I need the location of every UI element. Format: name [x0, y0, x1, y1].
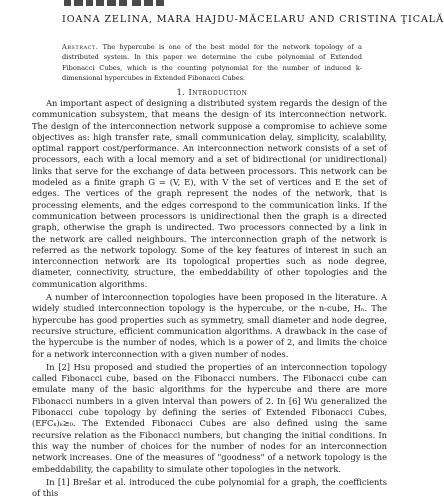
title-glyph-fragment	[119, 0, 127, 6]
paragraph: A number of interconnection topologies have been proposed in the literature. A widely studied interconnection topology is the hypercube, or the n-cube, Hₙ. The hypercube has good properties such as symmetry, small diameter and node degree, recursive structure, efficient communication algorithms. A drawback in the case of the hypercube is the number of nodes, which is a power of 2, and limits the choice for a network interconnection with a given number of nodes.	[32, 292, 387, 359]
paragraph: In [1] Brešar et al. introduced the cube polynomial for a graph, the coefficients of this	[32, 476, 387, 499]
title-glyph-fragment	[107, 0, 116, 6]
title-glyph-fragment	[96, 0, 104, 6]
title-glyph-fragment	[144, 0, 153, 6]
abstract-label: Abstract.	[62, 43, 99, 51]
abstract-block	[62, 42, 362, 84]
title-glyph-fragment	[74, 0, 83, 6]
body-text	[32, 98, 387, 499]
title-glyph-fragment	[64, 0, 71, 6]
title-glyph-fragment	[86, 0, 93, 6]
abstract-text: The hypercube is one of the best model for the network topology of a distributed system. In this paper we determine the cube polynomial of Extended Fibonacci Cubes, which is the counting polynomial for the number of induced k-dimensional hypercubes in Extended Fibonacci Cubes.	[62, 43, 362, 83]
title-glyph-fragment	[156, 0, 164, 6]
paragraph: An important aspect of designing a distributed system regards the design of the communication subsystem, that means the design of its interconnection network. The design of the interconnection network suppose a compromise to achieve some objectives as: high transfer rate, small communication delay, simplicity, scalability, optimal rapport cost/performance. An interconnection network consists of a set of processors, each with a local memory and a set of bidirectional (or unidirectional) links that serve for the exchange of data between processors. This network can be modeled as a finite graph G = (V, E), with V the set of vertices and E the set of edges. The vertices of the graph represent the nodes of the network, that is processing elements, and the edges correspond to the communication links. If the communication between processors is unidirectional then the graph is a directed graph, otherwise the graph is undirected. Two processors connected by a link in the network are called neighbours. The interconnection graph of the network is referred as the network topology. Some of the key features of interest in such an interconnection network are its topological properties such as node degree, diameter, connectivity, structure, the embeddability of other topologies and the communication algorithms.	[32, 98, 387, 289]
paper-authors: IOANA ZELINA, MARA HAJDU-MĂCELARU AND CRISTINA ŢICALĂ	[62, 14, 444, 25]
title-glyph-fragment	[132, 0, 141, 6]
section-heading: 1. Introduction	[176, 87, 248, 97]
cut-off-title-fragment	[62, 0, 362, 8]
paragraph: In [2] Hsu proposed and studied the properties of an interconnection topology called Fibonacci cube, based on the Fibonacci numbers. The Fibonacci cube can emulate many of the basic algorithms for the hypercube and there are more Fibonacci numbers in a given interval than powers of 2. In [6] Wu generalized the Fibonacci cube topology by defining the series of Extended Fibonacci Cubes, (EFCₖ)ₖ≥₀. The Extended Fibonacci Cubes are also defined using the same recursive relation as the Fibonacci numbers, but changing the initial conditions. In this way the number of choices for the number of nodes for an interconnection network increases. One of the measures of "goodness" of a network topology is the embeddability, the capability to simulate other topologies in the network.	[32, 361, 387, 474]
